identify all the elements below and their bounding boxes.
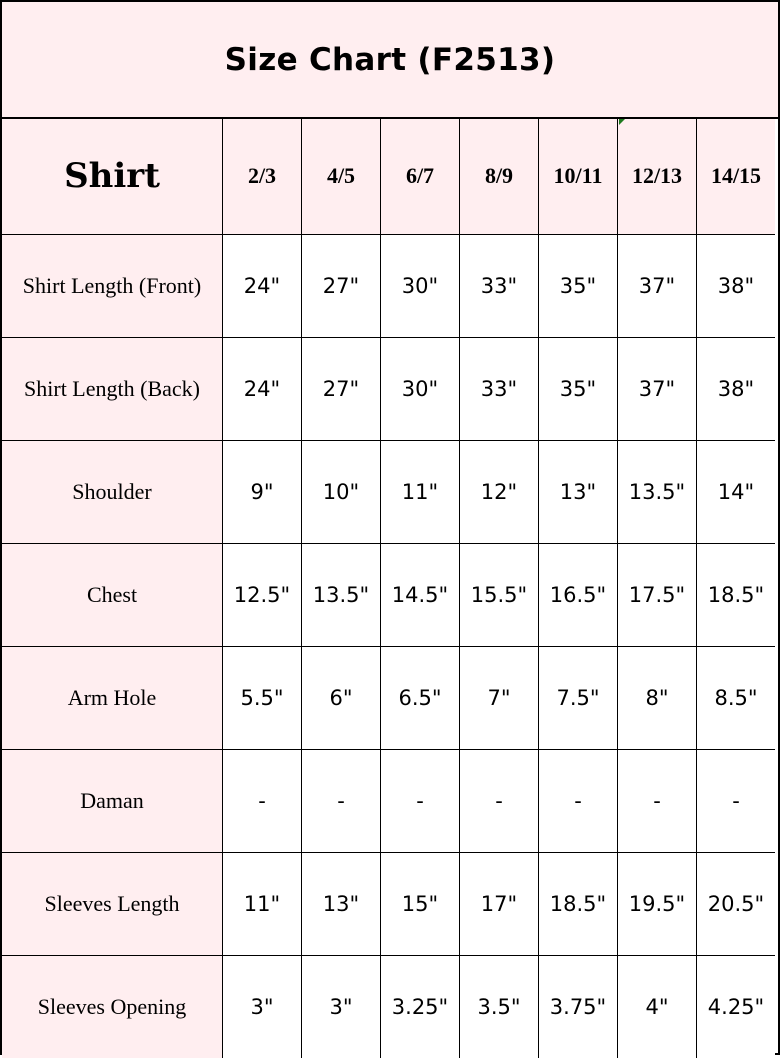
size-header: 14/15 <box>697 119 776 234</box>
row-label: Shoulder <box>2 440 223 543</box>
table-cell: - <box>223 749 302 852</box>
size-table <box>2 119 775 1058</box>
table-cell: 30" <box>381 337 460 440</box>
table-body <box>2 234 775 1058</box>
table-cell: 8.5" <box>697 646 776 749</box>
row-label: Sleeves Opening <box>2 955 223 1058</box>
table-cell: 38" <box>697 337 776 440</box>
table-cell: 33" <box>460 337 539 440</box>
row-label: Arm Hole <box>2 646 223 749</box>
table-cell: - <box>381 749 460 852</box>
table-row <box>2 543 775 646</box>
table-cell: 4.25" <box>697 955 776 1058</box>
table-cell: 13.5" <box>618 440 697 543</box>
table-cell: - <box>460 749 539 852</box>
table-cell: 30" <box>381 234 460 337</box>
table-cell: 13.5" <box>302 543 381 646</box>
table-cell: 7.5" <box>539 646 618 749</box>
size-header: 8/9 <box>460 119 539 234</box>
table-cell: 3" <box>302 955 381 1058</box>
table-cell: 13" <box>302 852 381 955</box>
table-cell: 6.5" <box>381 646 460 749</box>
row-label: Shirt Length (Front) <box>2 234 223 337</box>
table-cell: 24" <box>223 337 302 440</box>
table-cell: 15" <box>381 852 460 955</box>
corner-label: Shirt <box>2 119 223 234</box>
table-row <box>2 955 775 1058</box>
table-cell: - <box>302 749 381 852</box>
chart-title: Size Chart (F2513) <box>224 41 556 78</box>
size-header: 12/13 <box>618 119 697 234</box>
table-cell: 27" <box>302 234 381 337</box>
row-label: Chest <box>2 543 223 646</box>
table-cell: 38" <box>697 234 776 337</box>
size-header: 4/5 <box>302 119 381 234</box>
table-cell: 14.5" <box>381 543 460 646</box>
table-row <box>2 440 775 543</box>
table-cell: 16.5" <box>539 543 618 646</box>
table-cell: 17.5" <box>618 543 697 646</box>
table-cell: 7" <box>460 646 539 749</box>
cell-comment-marker <box>619 119 625 125</box>
table-cell: 4" <box>618 955 697 1058</box>
size-header: 2/3 <box>223 119 302 234</box>
table-cell: 5.5" <box>223 646 302 749</box>
table-cell: - <box>618 749 697 852</box>
table-cell: 17" <box>460 852 539 955</box>
table-row <box>2 852 775 955</box>
table-row <box>2 337 775 440</box>
table-cell: 18.5" <box>697 543 776 646</box>
table-row <box>2 646 775 749</box>
table-cell: 20.5" <box>697 852 776 955</box>
table-cell: 19.5" <box>618 852 697 955</box>
row-label: Sleeves Length <box>2 852 223 955</box>
table-row <box>2 749 775 852</box>
table-cell: 18.5" <box>539 852 618 955</box>
row-label: Shirt Length (Back) <box>2 337 223 440</box>
table-cell: 3" <box>223 955 302 1058</box>
table-cell: 33" <box>460 234 539 337</box>
table-cell: 27" <box>302 337 381 440</box>
table-row <box>2 234 775 337</box>
table-cell: 24" <box>223 234 302 337</box>
table-cell: 9" <box>223 440 302 543</box>
title-row <box>2 2 778 119</box>
table-cell: 10" <box>302 440 381 543</box>
table-cell: 14" <box>697 440 776 543</box>
table-cell: 35" <box>539 337 618 440</box>
table-cell: 3.25" <box>381 955 460 1058</box>
table-cell: 12" <box>460 440 539 543</box>
table-cell: 35" <box>539 234 618 337</box>
table-cell: 11" <box>223 852 302 955</box>
table-cell: 12.5" <box>223 543 302 646</box>
table-cell: 8" <box>618 646 697 749</box>
table-cell: 3.75" <box>539 955 618 1058</box>
table-cell: - <box>697 749 776 852</box>
table-cell: - <box>539 749 618 852</box>
table-cell: 37" <box>618 337 697 440</box>
size-header: 6/7 <box>381 119 460 234</box>
table-cell: 11" <box>381 440 460 543</box>
size-header: 10/11 <box>539 119 618 234</box>
table-cell: 3.5" <box>460 955 539 1058</box>
table-cell: 37" <box>618 234 697 337</box>
table-cell: 15.5" <box>460 543 539 646</box>
header-row <box>2 119 775 234</box>
table-cell: 13" <box>539 440 618 543</box>
table-cell: 6" <box>302 646 381 749</box>
row-label: Daman <box>2 749 223 852</box>
